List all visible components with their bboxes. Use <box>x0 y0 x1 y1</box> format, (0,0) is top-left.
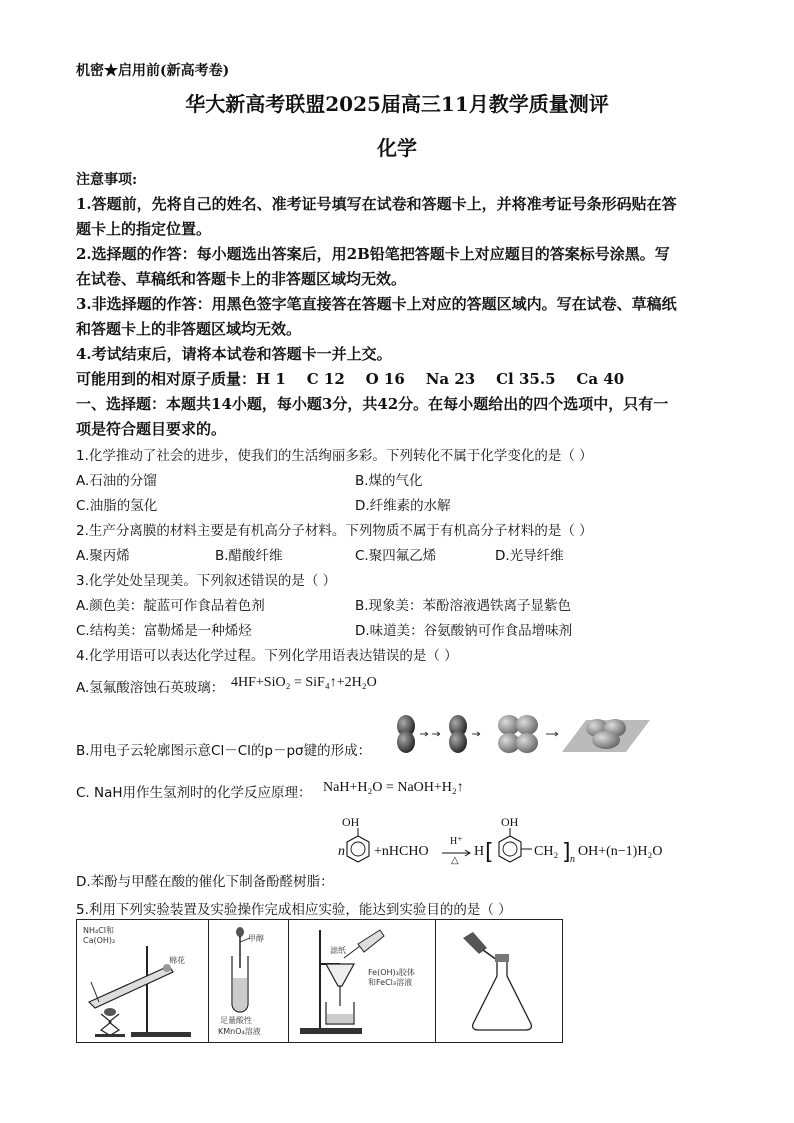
q5-stem: 5.利用下列实验装置及实验操作完成相应实验，能达到实验目的的是（ ） <box>76 902 512 918</box>
q1-stem: 1.化学推动了社会的进步，使我们的生活绚丽多彩。下列转化不属于化学变化的是（ ） <box>76 448 593 464</box>
note-1-line-2: 题卡上的指定位置。 <box>76 220 212 238</box>
cl-atom-1 <box>397 715 415 753</box>
q2-option-a: A.聚丙烯 <box>76 548 130 564</box>
byproduct-term: OH+(n−1)H₂O <box>578 844 663 859</box>
notes-heading: 注意事项: <box>76 172 138 188</box>
note-2-line-2: 在试卷、草稿纸和答题卡上的非答题区域均无效。 <box>76 270 407 288</box>
apparatus-c-label-2: Fe(OH)₃胶体 <box>368 968 415 977</box>
q3-option-a: A.颜色美：靛蓝可作食品着色剂 <box>76 598 265 614</box>
apparatus-b <box>208 920 289 1042</box>
secrecy-label: 机密★启用前(新高考卷) <box>76 63 230 79</box>
note-1-line-1: 1.答题前，先将自己的姓名、准考证号填写在试卷和答题卡上，并将准考证号条形码贴在答 <box>76 195 677 213</box>
heat-symbol: △ <box>451 855 459 866</box>
q1-option-d: D.纤维素的水解 <box>355 498 451 514</box>
q4-option-d-text: D.苯酚与甲醛在酸的催化下制备酚醛树脂： <box>76 874 334 890</box>
conical-flask-icon <box>459 928 545 1034</box>
end-group-h: H <box>474 844 485 859</box>
apparatus-c-label-3: 和FeCl₃溶液 <box>368 978 413 987</box>
apparatus-b-label-2: 足量酸性 <box>220 1016 252 1025</box>
q3-stem: 3.化学处处呈现美。下列叙述错误的是（ ） <box>76 573 337 589</box>
q2-option-c: C.聚四氟乙烯 <box>355 548 437 564</box>
exam-title: 华大新高考联盟2025届高三11月教学质量测评 <box>185 92 609 116</box>
apparatus-b-label-3: KMnO₄溶液 <box>218 1027 261 1036</box>
apparatus-c <box>288 920 436 1042</box>
cl-atom-2 <box>449 715 467 753</box>
benzene-ring-icon <box>342 828 374 868</box>
apparatus-a-label-1: NH₄Cl和 <box>83 926 115 935</box>
apparatus-d <box>435 920 562 1042</box>
bracket-left-icon: [ <box>485 840 494 865</box>
coefficient-n: n <box>338 844 345 859</box>
resin-benzene-ring-icon <box>494 828 534 868</box>
q3-option-b: B.现象美：苯酚溶液遇铁离子显紫色 <box>355 598 572 614</box>
note-4: 4.考试结束后，请将本试卷和答题卡一并上交。 <box>76 345 392 363</box>
phenol-resin-equation <box>338 812 670 874</box>
q4-option-c-text: C. NaH用作生氢剂时的化学反应原理： <box>76 785 312 801</box>
q4-stem: 4.化学用语可以表达化学过程。下列化学用语表达错误的是（ ） <box>76 648 458 664</box>
section-1-heading-line-2: 项是符合题目要求的。 <box>76 420 227 438</box>
methylene-group: CH₂ <box>534 844 559 859</box>
resin-oh-label: OH <box>501 815 519 829</box>
q4-option-a-text: A.氢氟酸溶蚀石英玻璃： <box>76 680 225 696</box>
bracket-right-icon: ] <box>562 840 571 865</box>
ammonia-generator-icon <box>81 944 205 1040</box>
q2-stem: 2.生产分离膜的材料主要是有机高分子材料。下列物质不属于有机高分子材料的是（ ） <box>76 523 593 539</box>
q3-option-d: D.味道美：谷氨酸钠可作食品增味剂 <box>355 623 573 639</box>
q4-option-a-equation: 4HF+SiO₂ = SiF₄↑+2H₂O <box>231 675 377 690</box>
subject-title: 化学 <box>377 136 417 160</box>
note-3-line-1: 3.非选择题的作答：用黑色签字笔直接答在答题卡上对应的答题区域内。写在试卷、草稿纸 <box>76 295 677 313</box>
apparatus-a <box>77 920 209 1042</box>
atomic-masses: 可能用到的相对原子质量：H 1 C 12 O 16 Na 23 Cl 35.5 Ca 40 <box>76 370 625 388</box>
q4-option-b-text: B.用电子云轮廓图示意Cl－Cl的p－pσ键的形成： <box>76 743 372 759</box>
apparatus-a-label-2: Ca(OH)₂ <box>83 936 116 945</box>
acid-catalyst-label: H⁺ <box>450 836 463 847</box>
formaldehyde-term: +nHCHO <box>374 844 429 859</box>
apparatus-a-label-3: 棉花 <box>169 956 185 965</box>
electron-cloud-diagram <box>396 712 650 754</box>
phenol-oh-label: OH <box>342 815 360 829</box>
q2-option-d: D.光导纤维 <box>495 548 564 564</box>
apparatus-b-label-1: 甲醇 <box>248 934 264 943</box>
apparatus-c-label-1: 滤纸 <box>330 946 346 955</box>
q4-option-c-equation: NaH+H₂O = NaOH+H₂↑ <box>323 780 464 795</box>
q1-option-a: A.石油的分馏 <box>76 473 157 489</box>
q5-apparatus-table <box>76 919 563 1043</box>
q3-option-c: C.结构美：富勒烯是一种烯烃 <box>76 623 252 639</box>
degree-of-polymerization: n <box>570 854 575 865</box>
filtration-setup-icon <box>294 924 432 1040</box>
q1-option-b: B.煤的气化 <box>355 473 423 489</box>
overlapping-orbitals <box>498 715 538 753</box>
q2-option-b: B.醋酸纤维 <box>215 548 283 564</box>
section-1-heading-line-1: 一、选择题：本题共14小题，每小题3分，共42分。在每小题给出的四个选项中，只有一 <box>76 395 669 413</box>
note-2-line-1: 2.选择题的作答：每小题选出答案后，用2B铅笔把答题卡上对应题目的答案标号涂黑。写 <box>76 245 670 263</box>
note-3-line-2: 和答题卡上的非答题区域均无效。 <box>76 320 302 338</box>
q1-option-c: C.油脂的氢化 <box>76 498 158 514</box>
test-tube-dropper-icon <box>226 926 266 1016</box>
